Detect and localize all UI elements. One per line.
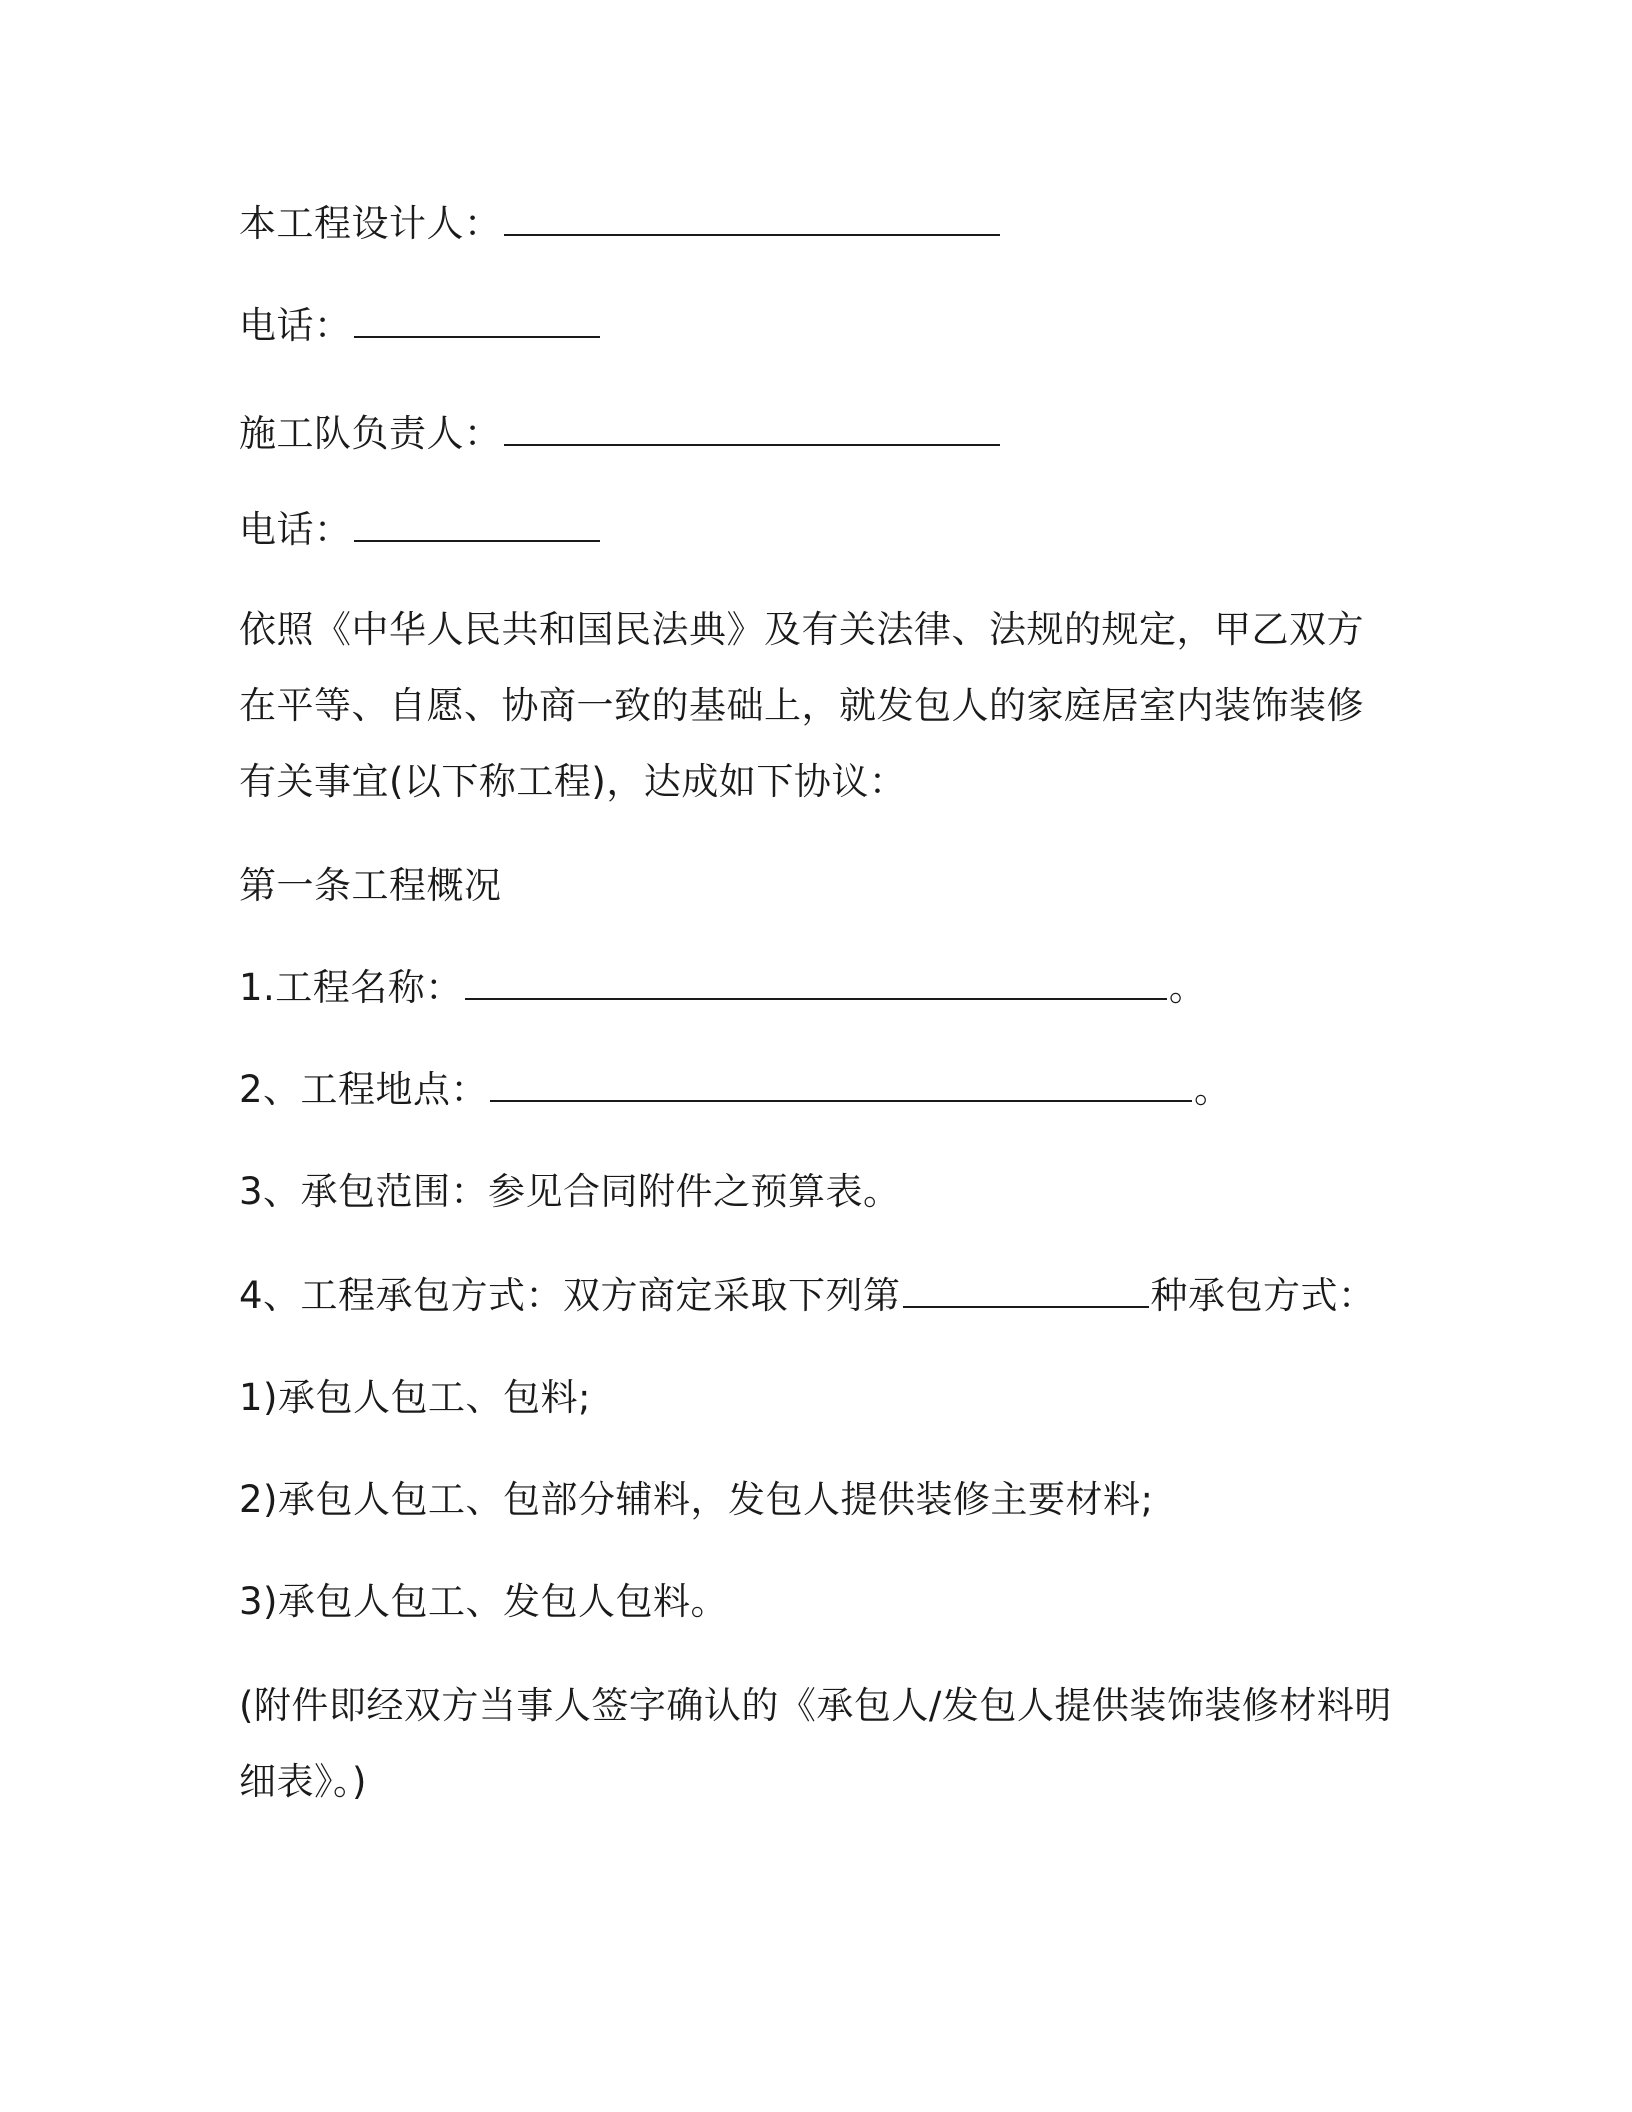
article1-title: 第一条工程概况 (239, 864, 502, 907)
item2-line (239, 1064, 1232, 1116)
preamble-line-1: 依照《中华人民共和国民法典》及有关法律、法规的规定，甲乙双方 (239, 608, 1364, 651)
item4-blank[interactable] (903, 1276, 1149, 1308)
note-line-2: 细表》。) (239, 1760, 367, 1803)
option-2: 2)承包人包工、包部分辅料，发包人提供装修主要材料; (239, 1478, 1154, 1521)
designer-phone-label: 电话： (239, 304, 352, 347)
item1-label: 1.工程名称： (239, 966, 463, 1009)
option-1: 1)承包人包工、包料; (239, 1376, 591, 1419)
item3-line: 3、承包范围：参见合同附件之预算表。 (239, 1170, 901, 1213)
designer-phone-blank[interactable] (354, 306, 600, 338)
designer-phone-line (239, 300, 602, 352)
item1-blank[interactable] (465, 968, 1167, 1000)
preamble-line-3: 有关事宜(以下称工程)，达成如下协议： (239, 760, 907, 803)
item4-label: 4、工程承包方式：双方商定采取下列第 (239, 1274, 901, 1317)
item1-suffix: 。 (1168, 966, 1207, 1009)
crew-leader-line (239, 408, 1002, 460)
item2-label: 2、工程地点： (239, 1068, 489, 1111)
option-3: 3)承包人包工、发包人包料。 (239, 1580, 728, 1623)
crew-phone-label: 电话： (239, 508, 352, 551)
item4-line (239, 1270, 1376, 1322)
designer-line (239, 198, 1002, 250)
crew-leader-label: 施工队负责人： (239, 412, 502, 455)
item2-suffix: 。 (1194, 1068, 1232, 1111)
crew-leader-blank[interactable] (504, 414, 1000, 446)
item2-blank[interactable] (490, 1070, 1192, 1102)
crew-phone-blank[interactable] (354, 510, 600, 542)
designer-blank[interactable] (504, 204, 1000, 236)
designer-label: 本工程设计人： (239, 202, 502, 245)
item1-line (239, 962, 1206, 1014)
crew-phone-line (239, 504, 602, 556)
preamble-line-2: 在平等、自愿、协商一致的基础上，就发包人的家庭居室内装饰装修 (239, 684, 1364, 727)
note-line-1: (附件即经双方当事人签字确认的《承包人/发包人提供装饰装修材料明 (239, 1684, 1392, 1727)
item4-suffix: 种承包方式： (1150, 1274, 1376, 1317)
